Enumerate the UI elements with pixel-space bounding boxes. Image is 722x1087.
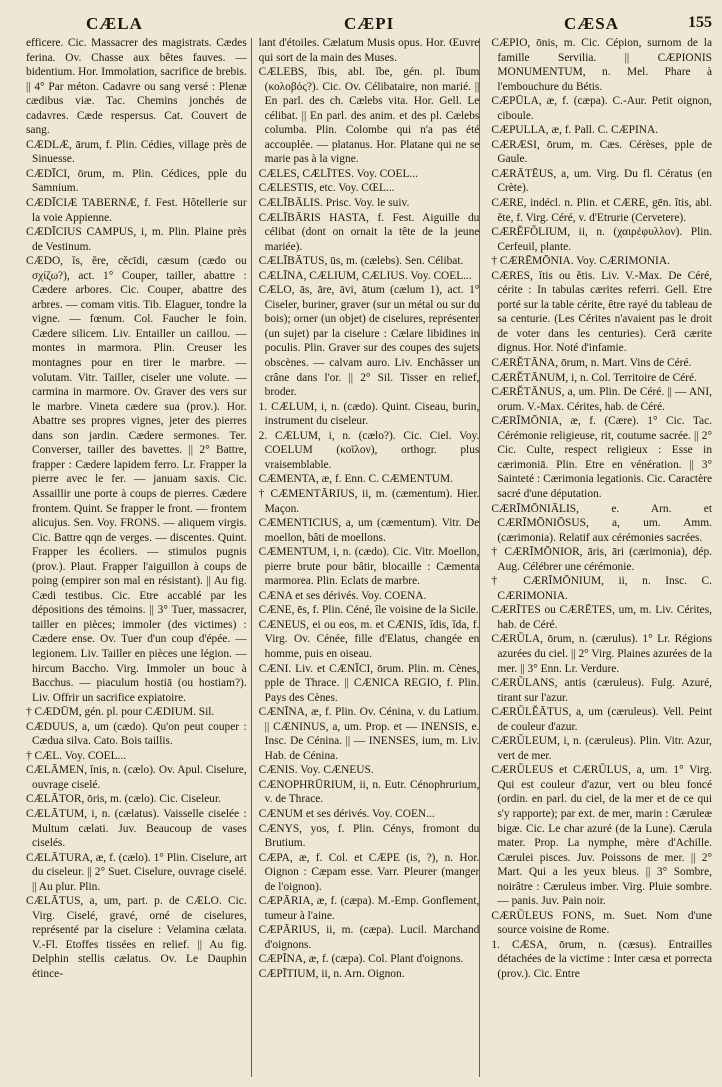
dictionary-entry: CÆPŪLA, æ, f. (cæpa). C.-Aur. Petit oignon, ciboule. (491, 95, 713, 122)
dictionary-entry: † CÆDŪM, gén. pl. pour CÆDIUM. Sil. (26, 706, 215, 719)
dictionary-entry: CÆNEUS, ei ou eos, m. et CÆNIS, ĭdis, ĭda, f. Virg. Ov. Cénée, fille d'Elatus, changée en homme, puis en oiseau. (258, 618, 480, 660)
dictionary-entry: lant d'étoiles. Cælatum Musis opus. Hor. Œuvre qui sort de la main des Muses. (258, 37, 480, 64)
dictionary-entry: CÆPĀRIA, æ, f. (cæpa). M.-Emp. Gonflement, tumeur à l'aine. (258, 895, 480, 922)
dictionary-entry: CÆLĪBĀRIS HASTA, f. Fest. Aiguille du célibat (dont on ornait la tête de la jeune mariée). (258, 211, 480, 253)
dictionary-entry: CÆRE, indécl. n. Plin. et CÆRE, gēn. ĭtis, abl. ĕte, f. Virg. Céré, v. d'Etrurie (Cervetere). (491, 197, 713, 224)
column-2 (259, 36, 480, 1079)
dictionary-entry: CÆDĪCIÆ TABERNÆ, f. Fest. Hôtellerie sur la voie Appienne. (26, 197, 247, 224)
dictionary-entry: CÆRŬLEUS FONS, m. Suet. Nom d'une source voisine de Rome. (491, 909, 713, 937)
dictionary-entry: CÆNI. Liv. et CÆNĪCI, ōrum. Plin. m. Cènes, pple de Thrace. || CÆNICA REGIO, f. Plin. Pays des Cènes. (258, 662, 480, 704)
dictionary-entry: 2. CÆLUM, i, n. (cælo?). Cic. Ciel. Voy. COELUM (κοῖλον), orthogr. plus vraisemblable. (258, 429, 480, 471)
dictionary-entry: CÆLO, ās, āre, āvi, ātum (cælum 1), act. 1° Ciseler, buriner, graver (sur un métal ou sur du bois); orner (un objet) de ciselures, représenter (un sujet) par la ciselure : Cælare libidines in poculis. Plin. Graver sur des coupes des sujets obscènes. — calvam auro. Liv. Enchâsser un crâne dans l'or. || 2° Sil. Tisser en relief, broder. (258, 284, 480, 399)
dictionary-entry: † CÆMENTĀRIUS, ii, m. (cæmentum). Hier. Maçon. (258, 487, 480, 515)
dictionary-entry: CÆNE, ēs, f. Plin. Céné, île voisine de la Sicile. (258, 604, 479, 617)
header-left-guideword: CÆLA (86, 14, 143, 33)
dictionary-entry: CÆLEBS, ĭbis, abl. ĭbe, gén. pl. ĭbum (κολοβός?). Cic. Ov. Célibataire, non marié. || En parl. des ch. Cælebs vita. Hor. Gell. Le célibat. || En parl. des anim. et des pl. Cælebs columba. Plin. Colombe qui n'a pas été accouplée. — platanus. Hor. Platane qui ne se marie pas à la vigne. (258, 66, 480, 166)
dictionary-entry: CÆLĪBĀLIS. Prisc. Voy. le suiv. (258, 197, 410, 210)
dictionary-entry: CÆLĀTOR, ōris, m. (cælo). Cic. Ciseleur. (26, 793, 222, 806)
dictionary-entry: CÆRŬLĔĀTUS, a, um (cæruleus). Vell. Peint de couleur d'azur. (491, 706, 713, 733)
dictionary-entry: CÆRĪTES ou CÆRĒTES, um, m. Liv. Cérites, hab. de Céré. (491, 604, 713, 631)
dictionary-entry: † CÆL. Voy. COEL... (26, 749, 127, 762)
dictionary-entry: CÆRĪMŌNIA, æ, f. (Cære). 1° Cic. Tac. Cérémonie religieuse, rit, coutume sacrée. || 2° Cic. Culte, respect religieux : Esse in cærimoniā. Plin. Etre en vénération. || 3° Sainteté : Cærimonia legationis. Cic. Caractère sacré d'une députation. (491, 415, 713, 500)
dictionary-entry: CÆMENTUM, i, n. (cædo). Cic. Vitr. Moellon, pierre brute pour bâtir, blocaille : Cæmenta marmorea. Plin. Eclats de marbre. (258, 546, 480, 588)
running-header (26, 14, 712, 36)
dictionary-entry: CÆRĔTĀNUS, a, um. Plin. De Céré. || — ANI, orum. V.-Max. Cérites, hab. de Céré. (491, 386, 713, 413)
dictionary-entry: CÆNIS. Voy. CÆNEUS. (258, 764, 374, 777)
dictionary-entry: † CÆRĪMŌNIUM, ii, n. Insc. C. CÆRIMONIA. (491, 575, 713, 602)
dictionary-entry: † CÆRĒMŌNIA. Voy. CÆRIMONIA. (491, 255, 670, 268)
dictionary-entry: CÆRĔTĀNA, ōrum, n. Mart. Vins de Céré. (491, 357, 692, 370)
dictionary-entry: CÆPĀRIUS, ii, m. (cæpa). Lucil. Marchand d'oignons. (258, 924, 480, 951)
columns (26, 36, 712, 1079)
dictionary-entry: CÆRĀTĒUS, a, um. Virg. Du fl. Cératus (en Crète). (491, 167, 713, 195)
dictionary-entry: CÆDLÆ, ārum, f. Plin. Cédies, village près de Sinuesse. (26, 138, 247, 166)
dictionary-entry: CÆNA et ses dérivés. Voy. COENA. (258, 589, 427, 602)
dictionary-entry: CÆPĪNA, æ, f. (cæpa). Col. Plant d'oignons. (258, 953, 464, 966)
dictionary-entry: CÆLĀTURA, æ, f. (cælo). 1° Plin. Ciselure, art du ciseleur. || 2° Suet. Ciselure, ouvrage ciselé. || Au plur. Plin. (26, 851, 247, 893)
page-number: 155 (688, 14, 712, 31)
dictionary-entry: CÆLĀTUM, i, n. (cælatus). Vaisselle ciselée : Multum cælati. Juv. Beaucoup de vases ciselés. (26, 807, 247, 850)
dictionary-entry: CÆLĪNA, CÆLIUM, CÆLIUS. Voy. COEL... (258, 269, 472, 282)
dictionary-entry: CÆLĪBĀTUS, ūs, m. (cælebs). Sen. Célibat. (258, 255, 464, 268)
dictionary-entry: efficere. Cic. Massacrer des magistrats. Cædes ferina. Ov. Chasse aux bêtes fauves. — bidentium. Hor. Immolation, sacrifice de brebis. || 4° Par méton. Cadavre ou sang versé : Plenæ cædibus viæ. Tac. Chemins jonchés de cadavres. Cæde respersus. Cat. Couvert de sang. (26, 37, 247, 137)
dictionary-entry: 1. CÆLUM, i, n. (cædo). Quint. Ciseau, burin, instrument du ciseleur. (258, 400, 480, 428)
dictionary-entry: 1. CÆSA, ōrum, n. (cæsus). Entrailles détachées de la victime : Inter cæsa et porrecta (prov.). Cic. Entre (491, 938, 713, 980)
dictionary-entry: CÆRĔTĀNUM, i, n. Col. Territoire de Céré. (491, 371, 697, 384)
dictionary-entry: CÆLĀMEN, ĭnis, n. (cælo). Ov. Apul. Ciselure, ouvrage ciselé. (26, 764, 247, 791)
dictionary-entry: CÆDĪCIUS CAMPUS, i, m. Plin. Plaine près de Vestinum. (26, 226, 247, 253)
dictionary-entry: CÆPA, æ, f. Col. et CÆPE (is, ?), n. Hor. Oignon : Cæpam esse. Varr. Pleurer (manger de l'oignon). (258, 851, 480, 893)
dictionary-entry: † CÆRĪMŌNIOR, āris, āri (cærimonia), dép. Aug. Célébrer une cérémonie. (491, 546, 713, 573)
dictionary-entry: CÆPĪTIUM, ii, n. Arn. Oignon. (258, 968, 405, 980)
dictionary-entry: CÆNYS, yos, f. Plin. Cénys, fromont du Brutium. (258, 822, 480, 850)
dictionary-entry: CÆRŬLANS, antis (cæruleus). Fulg. Azuré, tirant sur l'azur. (491, 677, 713, 704)
dictionary-entry: CÆRES, ĭtis ou ĕtis. Liv. V.-Max. De Céré, cérite : In tabulas cærites referri. Gell. Etre porté sur la table cérite, être rayé du tableau de sa centurie. (Les Cérites n'avaient pas le droit de voter dans les centuries). Cerā cærite dignus. Hor. Noté d'infamie. (491, 269, 713, 355)
dictionary-entry: CÆLES, CÆLĪTES. Voy. COEL... (258, 167, 418, 180)
dictionary-entry: CÆRŬLEUS et CÆRŬLUS, a, um. 1° Virg. Qui est couleur d'azur, vert ou bleu foncé (ordin. en parl. du ciel, de la mer et de ce qui s'y rapporte); par ext. de mer, marin : Cæruleæ bigæ. Cic. Le char azuré (de la Lune). Cærula mater. Prop. La nymphe, mère d'Achille. Cærulei pisces. Juv. Poissons de mer. || 2° Mart. Qui a les yeux bleus. || 3° Sombre, noirâtre : Cæruleus imber. Virg. Pluie sombre. — panis. Juv. Pain noir. (491, 764, 713, 908)
header-center-guideword: CÆPI (344, 14, 395, 33)
dictionary-entry: CÆDO, ĭs, ĕre, cĕcīdi, cæsum (cædo ou σχίζω?), act. 1° Couper, tailler, abattre : Cædere arbores. Cic. Couper, abattre des arbres. — comam vitis. Tib. Elaguer, tondre la vigne. — fœnum. Col. Faucher le foin. Cædere silicem. Liv. Entailler un caillou. — montes in marmora. Plin. Creuser les montagnes pour en tirer le marbre. — volutam. Vitr. Tailler, ciseler une volute. — carmina in marmore. Ov. Graver des vers sur le marbre. Vineta cædere sua (prov.). Hor. Abattre ses propres vignes, jeter des pierres dans son jardin. Cædere sermones. Ter. Converser, tailler des bavettes. || 2° Battre, frapper : Cædere lapidem ferro. Lr. Frapper la pierre avec le fer. — januam saxis. Cic. Assaillir une porte à coups de pierres. Cædere frontem. Quint. Se frapper le front. — frontem alicujus. Sen. Voy. FRONS. — aliquem virgis. Cic. Battre qqn de verges. — discentes. Quint. Frapper les écoliers. — stimulos pugnis (prov.). Plaut. Frapper l'aiguillon à coups de poing (empirer son mal en résistant). || Au fig. Cædi testibus. Cic. Etre accablé par les dépositions des témoins. || 3° Tuer, massacrer, tailler en pièces; immoler (des victimes) : Cædere ense. Ov. Tuer d'un coup d'épée. — legionem. Liv. Tailler en pièces une légion. — hircum Baccho. Virg. Immoler un bouc à Bacchus. — piaculum hostiā (ou hostiam?). Liv. Offrir un sacrifice expiatoire. (26, 255, 247, 704)
header-right-guideword: CÆSA (564, 14, 620, 33)
column-3 (491, 36, 712, 1079)
dictionary-entry: CÆRÆSI, ōrum, m. Cæs. Cérèses, pple de Gaule. (491, 138, 713, 166)
dictionary-entry: CÆRŬLA, ōrum, n. (cærulus). 1° Lr. Régions azurées du ciel. || 2° Virg. Plaines azurées de la mer. || 3° Enn. Lr. Verdure. (491, 633, 713, 675)
dictionary-entry: CÆLĀTUS, a, um, part. p. de CÆLO. Cic. Virg. Ciselé, gravé, orné de ciselures, représenté par la ciselure : Velamina cælata. V.-Fl. Etoffes tissées en relief. || Au fig. Delphin stellis cælatus. Ov. Le Dauphin étince- (26, 895, 247, 980)
dictionary-entry: CÆLESTIS, etc. Voy. CŒL... (258, 182, 395, 195)
dictionary-entry: CÆNĪNA, æ, f. Plin. Ov. Cénina, v. du Latium. || CÆNINUS, a, um. Prop. et — INENSIS, e. Insc. De Cénina. || — INENSES, ium, m. Liv. Hab. de Cénina. (258, 706, 480, 762)
dictionary-entry: CÆRŬLEUM, i, n. (cæruleus). Plin. Vitr. Azur, vert de mer. (491, 735, 713, 762)
dictionary-entry: CÆDĪCI, ōrum, m. Plin. Cédices, pple du Samnium. (26, 167, 247, 195)
dictionary-entry: CÆRĔFŎLIUM, ii, n. (χαιρέφυλλον). Plin. Cerfeuil, plante. (491, 226, 713, 253)
column-1 (26, 36, 247, 1079)
dictionary-entry: CÆPULLA, æ, f. Pall. C. CÆPINA. (491, 124, 659, 137)
dictionary-entry: CÆNUM et ses dérivés. Voy. COEN... (258, 807, 435, 820)
dictionary-entry: CÆMENTA, æ, f. Enn. C. CÆMENTUM. (258, 473, 453, 486)
dictionary-entry: CÆMENTICIUS, a, um (cæmentum). Vitr. De moellon, bâti de moellons. (258, 517, 480, 544)
dictionary-entry: CÆRĪMŌNIĀLIS, e. Arn. et CÆRĪMŌNIŌSUS, a, um. Amm. (cærimonia). Relatif aux cérémonies sacrées. (491, 502, 713, 544)
dictionary-entry: CÆNOPHRŪRIUM, ii, n. Eutr. Cénophrurium, v. de Thrace. (258, 778, 480, 806)
dictionary-entry: CÆPIO, ōnis, m. Cic. Cépion, surnom de la famille Servilia. || CÆPIONIS MONUMENTUM, n. Mel. Phare à l'embouchure du Bétis. (491, 37, 713, 93)
dictionary-entry: CÆDUUS, a, um (cædo). Qu'on peut couper : Cædua silva. Cato. Bois taillis. (26, 720, 247, 748)
